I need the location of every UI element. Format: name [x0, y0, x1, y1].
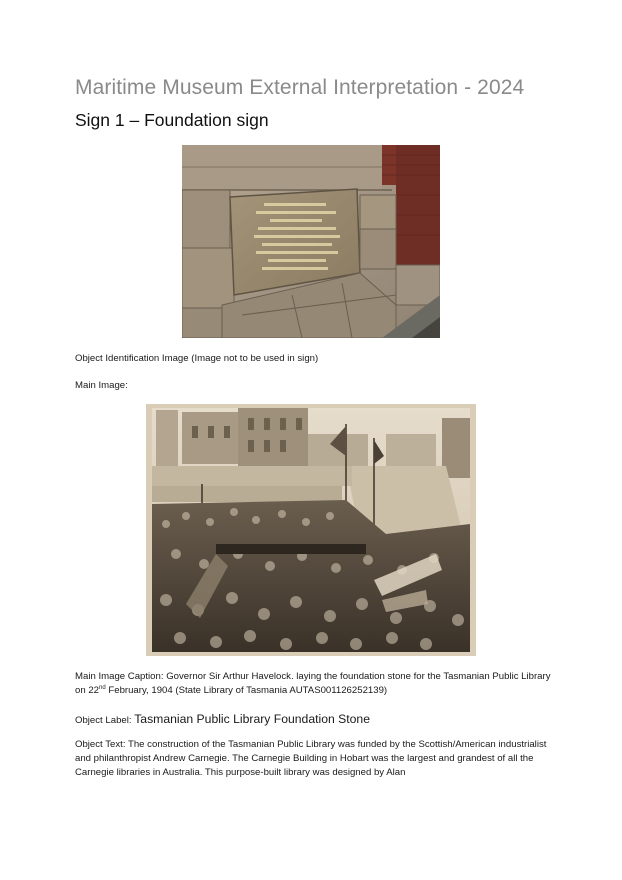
main-caption-text: Governor Sir Arthur Havelock. laying the foundation stone for the Tasmanian Public Library on 22	[75, 671, 551, 696]
foundation-stone-photo	[182, 145, 440, 338]
main-image-caption	[75, 670, 555, 698]
ordinal-superscript: nd	[99, 684, 106, 691]
main-image-heading: Main Image:	[75, 380, 128, 391]
page-title: Maritime Museum External Interpretation - 2024	[75, 76, 525, 99]
object-label-heading: Object Label:	[75, 715, 132, 726]
object-text-paragraph	[75, 738, 555, 780]
sign-heading: Sign 1 – Foundation sign	[75, 110, 269, 130]
main-caption-text-end: February, 1904 (State Library of Tasmania AUTAS001126252139)	[105, 685, 388, 696]
object-text-heading: Object Text:	[75, 739, 126, 750]
main-caption-label: Main Image Caption:	[75, 671, 164, 682]
object-text-body: The construction of the Tasmanian Public Library was funded by the Scottish/American industrialist and philanthropist Andrew Carnegie. The Carnegie Building in Hobart was the largest and grandest of all the Carnegie libraries in Australia. This purpose-built library was designed by Alan	[75, 739, 547, 778]
identification-image-caption: Object Identification Image (Image not to be used in sign)	[75, 353, 319, 364]
object-label-value: Tasmanian Public Library Foundation Stone	[134, 712, 370, 726]
main-historic-photo	[146, 404, 476, 656]
foundation-stone-illustration	[182, 145, 440, 338]
object-label-line	[75, 712, 370, 728]
foundation-ceremony-illustration	[146, 404, 476, 656]
